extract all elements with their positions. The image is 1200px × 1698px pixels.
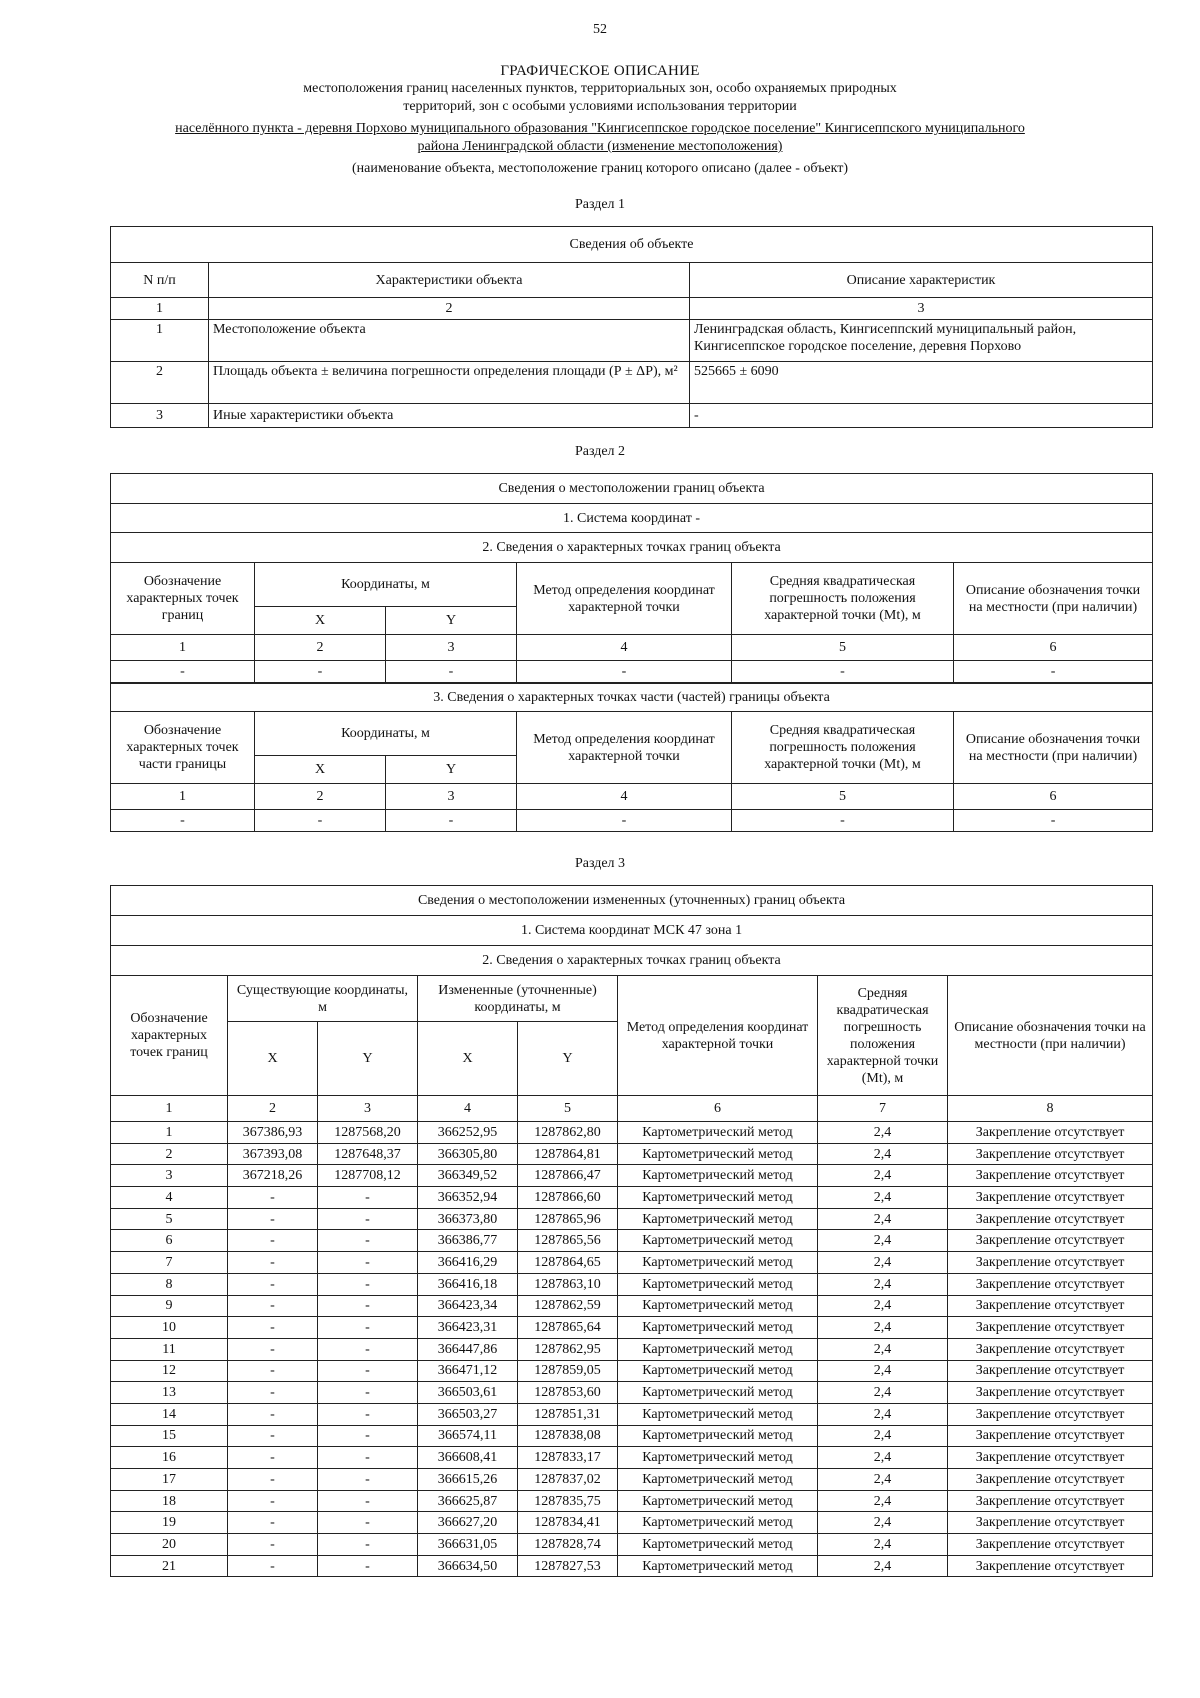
point-description: Закрепление отсутствует xyxy=(948,1273,1153,1295)
changed-x: 366634,50 xyxy=(418,1555,518,1577)
error: 2,4 xyxy=(818,1360,948,1382)
table-row xyxy=(111,1295,1153,1317)
col-header-error: Средняя квадратическая погрешность положения характерной точки (Mt), м xyxy=(732,563,954,635)
changed-y: 1287837,02 xyxy=(518,1469,618,1491)
changed-y: 1287851,31 xyxy=(518,1403,618,1425)
table-row xyxy=(111,1360,1153,1382)
existing-x: - xyxy=(228,1469,318,1491)
section-2-table-title: Сведения о местоположении границ объекта xyxy=(111,474,1153,504)
existing-y: - xyxy=(318,1338,418,1360)
col-index: 4 xyxy=(517,635,732,661)
error: 2,4 xyxy=(818,1469,948,1491)
error: 2,4 xyxy=(818,1208,948,1230)
col-header-x: X xyxy=(418,1022,518,1096)
existing-x: - xyxy=(228,1338,318,1360)
boundary-points-rows xyxy=(111,1122,1153,1577)
col-header-points-part: Обозначение характерных точек части границы xyxy=(111,712,255,784)
method: Картометрический метод xyxy=(618,1555,818,1577)
row-characteristic: Площадь объекта ± величина погрешности определения площади (Р ± ΔР), м² xyxy=(209,362,690,404)
existing-y: 1287708,12 xyxy=(318,1165,418,1187)
existing-y: - xyxy=(318,1273,418,1295)
object-caption: (наименование объекта, местоположение границ которого описано (далее - объект) xyxy=(351,161,849,176)
existing-x: - xyxy=(228,1555,318,1577)
table-row xyxy=(111,1512,1153,1534)
table-row xyxy=(111,1252,1153,1274)
method: Картометрический метод xyxy=(618,1447,818,1469)
point-id: 15 xyxy=(111,1425,228,1447)
method: Картометрический метод xyxy=(618,1317,818,1339)
point-description: Закрепление отсутствует xyxy=(948,1512,1153,1534)
changed-y: 1287866,60 xyxy=(518,1187,618,1209)
section-1-table-title: Сведения об объекте xyxy=(111,227,1153,263)
point-id: 2 xyxy=(111,1143,228,1165)
empty-cell: - xyxy=(732,810,954,832)
point-description: Закрепление отсутствует xyxy=(948,1208,1153,1230)
table-row xyxy=(111,1382,1153,1404)
empty-cell: - xyxy=(386,810,517,832)
existing-x: - xyxy=(228,1273,318,1295)
existing-y: - xyxy=(318,1208,418,1230)
boundary-points-title: 2. Сведения о характерных точках границ объекта xyxy=(111,533,1153,563)
error: 2,4 xyxy=(818,1165,948,1187)
changed-x: 366349,52 xyxy=(418,1165,518,1187)
col-header-y: Y xyxy=(318,1022,418,1096)
empty-cell: - xyxy=(517,810,732,832)
point-description: Закрепление отсутствует xyxy=(948,1143,1153,1165)
point-description: Закрепление отсутствует xyxy=(948,1165,1153,1187)
point-description: Закрепление отсутствует xyxy=(948,1317,1153,1339)
existing-x: - xyxy=(228,1490,318,1512)
col-index: 1 xyxy=(111,784,255,810)
col-header-description: Описание характеристик xyxy=(690,263,1153,298)
col-index: 3 xyxy=(318,1096,418,1122)
col-header-coords: Координаты, м xyxy=(255,563,517,607)
row-description: Ленинградская область, Кингисеппский муниципальный район, Кингисеппское городское поселение, деревня Порхово xyxy=(690,320,1153,362)
changed-x: 366423,31 xyxy=(418,1317,518,1339)
error: 2,4 xyxy=(818,1273,948,1295)
existing-x: - xyxy=(228,1382,318,1404)
existing-x: 367218,26 xyxy=(228,1165,318,1187)
existing-y: - xyxy=(318,1187,418,1209)
document-header xyxy=(80,62,1120,178)
changed-x: 366574,11 xyxy=(418,1425,518,1447)
point-description: Закрепление отсутствует xyxy=(948,1469,1153,1491)
error: 2,4 xyxy=(818,1252,948,1274)
error: 2,4 xyxy=(818,1187,948,1209)
changed-x: 366416,29 xyxy=(418,1252,518,1274)
col-header-y: Y xyxy=(386,756,517,784)
changed-x: 366503,27 xyxy=(418,1403,518,1425)
table-row xyxy=(111,1447,1153,1469)
error: 2,4 xyxy=(818,1143,948,1165)
row-description: 525665 ± 6090 xyxy=(690,362,1153,404)
method: Картометрический метод xyxy=(618,1469,818,1491)
point-id: 9 xyxy=(111,1295,228,1317)
empty-cell: - xyxy=(954,810,1153,832)
point-description: Закрепление отсутствует xyxy=(948,1230,1153,1252)
row-num: 2 xyxy=(111,362,209,404)
point-id: 7 xyxy=(111,1252,228,1274)
method: Картометрический метод xyxy=(618,1252,818,1274)
col-header-x: X xyxy=(255,607,386,635)
section-3-title: Раздел 3 xyxy=(574,856,626,871)
changed-x: 366627,20 xyxy=(418,1512,518,1534)
existing-y: - xyxy=(318,1317,418,1339)
coordinate-system: 1. Система координат МСК 47 зона 1 xyxy=(111,916,1153,946)
point-id: 8 xyxy=(111,1273,228,1295)
existing-x: - xyxy=(228,1360,318,1382)
method: Картометрический метод xyxy=(618,1230,818,1252)
table-row xyxy=(111,1338,1153,1360)
method: Картометрический метод xyxy=(618,1273,818,1295)
point-id: 19 xyxy=(111,1512,228,1534)
existing-x: - xyxy=(228,1317,318,1339)
point-description: Закрепление отсутствует xyxy=(948,1295,1153,1317)
point-id: 13 xyxy=(111,1382,228,1404)
changed-x: 366416,18 xyxy=(418,1273,518,1295)
empty-cell: - xyxy=(386,661,517,683)
existing-y: - xyxy=(318,1252,418,1274)
object-name-line-1: населённого пункта - деревня Порхово муниципального образования "Кингисеппское городское поселение" Кингисеппского муниципального xyxy=(175,121,1025,136)
changed-y: 1287828,74 xyxy=(518,1534,618,1556)
existing-x: - xyxy=(228,1208,318,1230)
error: 2,4 xyxy=(818,1490,948,1512)
document-title: ГРАФИЧЕСКОЕ ОПИСАНИЕ xyxy=(500,63,700,79)
point-id: 11 xyxy=(111,1338,228,1360)
col-header-coords: Координаты, м xyxy=(255,712,517,756)
point-description: Закрепление отсутствует xyxy=(948,1447,1153,1469)
method: Картометрический метод xyxy=(618,1143,818,1165)
row-characteristic: Местоположение объекта xyxy=(209,320,690,362)
method: Картометрический метод xyxy=(618,1512,818,1534)
col-index: 3 xyxy=(386,784,517,810)
point-id: 16 xyxy=(111,1447,228,1469)
col-index: 5 xyxy=(518,1096,618,1122)
error: 2,4 xyxy=(818,1555,948,1577)
table-row xyxy=(111,1165,1153,1187)
table-row xyxy=(111,1403,1153,1425)
error: 2,4 xyxy=(818,1512,948,1534)
error: 2,4 xyxy=(818,1230,948,1252)
col-index: 2 xyxy=(228,1096,318,1122)
point-description: Закрепление отсутствует xyxy=(948,1338,1153,1360)
col-index: 8 xyxy=(948,1096,1153,1122)
existing-x: 367393,08 xyxy=(228,1143,318,1165)
existing-y: - xyxy=(318,1382,418,1404)
col-index: 7 xyxy=(818,1096,948,1122)
table-row xyxy=(111,661,1153,683)
existing-y: - xyxy=(318,1469,418,1491)
col-header-error: Средняя квадратическая погрешность положения характерной точки (Mt), м xyxy=(732,712,954,784)
changed-x: 366503,61 xyxy=(418,1382,518,1404)
method: Картометрический метод xyxy=(618,1425,818,1447)
changed-x: 366352,94 xyxy=(418,1187,518,1209)
col-index: 2 xyxy=(255,635,386,661)
table-row xyxy=(111,1122,1153,1144)
method: Картометрический метод xyxy=(618,1490,818,1512)
table-row xyxy=(111,320,1153,362)
point-description: Закрепление отсутствует xyxy=(948,1187,1153,1209)
point-id: 17 xyxy=(111,1469,228,1491)
existing-x: 367386,93 xyxy=(228,1122,318,1144)
section-2-title: Раздел 2 xyxy=(574,444,626,459)
point-description: Закрепление отсутствует xyxy=(948,1252,1153,1274)
changed-x: 366615,26 xyxy=(418,1469,518,1491)
error: 2,4 xyxy=(818,1382,948,1404)
changed-x: 366386,77 xyxy=(418,1230,518,1252)
changed-x: 366305,80 xyxy=(418,1143,518,1165)
error: 2,4 xyxy=(818,1295,948,1317)
changed-x: 366423,34 xyxy=(418,1295,518,1317)
title-line-2: местоположения границ населенных пунктов, территориальных зон, особо охраняемых природных xyxy=(303,81,897,96)
col-index: 5 xyxy=(732,635,954,661)
error: 2,4 xyxy=(818,1403,948,1425)
changed-y: 1287834,41 xyxy=(518,1512,618,1534)
col-index: 4 xyxy=(418,1096,518,1122)
col-header-characteristic: Характеристики объекта xyxy=(209,263,690,298)
col-index: 6 xyxy=(954,784,1153,810)
col-header-x: X xyxy=(255,756,386,784)
section-1-table xyxy=(110,226,1153,428)
changed-y: 1287862,95 xyxy=(518,1338,618,1360)
existing-x: - xyxy=(228,1403,318,1425)
point-description: Закрепление отсутствует xyxy=(948,1534,1153,1556)
existing-x: - xyxy=(228,1534,318,1556)
col-index: 1 xyxy=(111,298,209,320)
point-id: 21 xyxy=(111,1555,228,1577)
changed-y: 1287833,17 xyxy=(518,1447,618,1469)
point-id: 20 xyxy=(111,1534,228,1556)
point-description: Закрепление отсутствует xyxy=(948,1382,1153,1404)
col-header-error: Средняя квадратическая погрешность положения характерной точки (Mt), м xyxy=(818,976,948,1096)
changed-y: 1287838,08 xyxy=(518,1425,618,1447)
point-description: Закрепление отсутствует xyxy=(948,1425,1153,1447)
empty-cell: - xyxy=(111,810,255,832)
empty-cell: - xyxy=(255,810,386,832)
error: 2,4 xyxy=(818,1122,948,1144)
method: Картометрический метод xyxy=(618,1295,818,1317)
col-index: 6 xyxy=(954,635,1153,661)
col-index: 6 xyxy=(618,1096,818,1122)
method: Картометрический метод xyxy=(618,1187,818,1209)
point-id: 4 xyxy=(111,1187,228,1209)
point-id: 5 xyxy=(111,1208,228,1230)
changed-y: 1287865,56 xyxy=(518,1230,618,1252)
error: 2,4 xyxy=(818,1425,948,1447)
col-header-desc: Описание обозначения точки на местности (при наличии) xyxy=(954,563,1153,635)
method: Картометрический метод xyxy=(618,1338,818,1360)
existing-y: - xyxy=(318,1295,418,1317)
col-index: 3 xyxy=(690,298,1153,320)
method: Картометрический метод xyxy=(618,1360,818,1382)
method: Картометрический метод xyxy=(618,1403,818,1425)
empty-cell: - xyxy=(517,661,732,683)
existing-y: - xyxy=(318,1534,418,1556)
existing-x: - xyxy=(228,1447,318,1469)
changed-x: 366373,80 xyxy=(418,1208,518,1230)
changed-y: 1287835,75 xyxy=(518,1490,618,1512)
existing-x: - xyxy=(228,1230,318,1252)
point-id: 14 xyxy=(111,1403,228,1425)
col-header-method: Метод определения координат характерной точки xyxy=(517,712,732,784)
changed-x: 366608,41 xyxy=(418,1447,518,1469)
changed-x: 366625,87 xyxy=(418,1490,518,1512)
changed-y: 1287864,65 xyxy=(518,1252,618,1274)
table-row xyxy=(111,362,1153,404)
title-line-3: территорий, зон с особыми условиями использования территории xyxy=(403,99,797,114)
changed-y: 1287859,05 xyxy=(518,1360,618,1382)
changed-y: 1287865,96 xyxy=(518,1208,618,1230)
error: 2,4 xyxy=(818,1447,948,1469)
row-num: 3 xyxy=(111,404,209,428)
col-header-method: Метод определения координат характерной точки xyxy=(618,976,818,1096)
point-id: 1 xyxy=(111,1122,228,1144)
table-row xyxy=(111,1273,1153,1295)
row-characteristic: Иные характеристики объекта xyxy=(209,404,690,428)
col-header-desc: Описание обозначения точки на местности (при наличии) xyxy=(954,712,1153,784)
table-row xyxy=(111,1534,1153,1556)
changed-y: 1287853,60 xyxy=(518,1382,618,1404)
col-header-num: N п/п xyxy=(111,263,209,298)
existing-y: - xyxy=(318,1490,418,1512)
empty-cell: - xyxy=(255,661,386,683)
section-3-table-title: Сведения о местоположении измененных (уточненных) границ объекта xyxy=(111,886,1153,916)
table-row xyxy=(111,1208,1153,1230)
error: 2,4 xyxy=(818,1317,948,1339)
col-header-method: Метод определения координат характерной точки xyxy=(517,563,732,635)
point-id: 18 xyxy=(111,1490,228,1512)
existing-y: 1287648,37 xyxy=(318,1143,418,1165)
changed-y: 1287866,47 xyxy=(518,1165,618,1187)
empty-cell: - xyxy=(111,661,255,683)
col-index: 2 xyxy=(209,298,690,320)
existing-y: - xyxy=(318,1360,418,1382)
existing-x: - xyxy=(228,1295,318,1317)
col-header-desc: Описание обозначения точки на местности (при наличии) xyxy=(948,976,1153,1096)
existing-y: - xyxy=(318,1230,418,1252)
point-id: 10 xyxy=(111,1317,228,1339)
table-row xyxy=(111,1317,1153,1339)
col-index: 2 xyxy=(255,784,386,810)
col-index: 3 xyxy=(386,635,517,661)
col-header-changed: Измененные (уточненные) координаты, м xyxy=(418,976,618,1022)
method: Картометрический метод xyxy=(618,1208,818,1230)
table-row xyxy=(111,1490,1153,1512)
changed-y: 1287863,10 xyxy=(518,1273,618,1295)
section-2-table xyxy=(110,473,1153,832)
empty-cell: - xyxy=(732,661,954,683)
point-id: 6 xyxy=(111,1230,228,1252)
method: Картометрический метод xyxy=(618,1122,818,1144)
col-header-existing: Существующие координаты, м xyxy=(228,976,418,1022)
row-description: - xyxy=(690,404,1153,428)
col-index: 1 xyxy=(111,635,255,661)
table-row xyxy=(111,1143,1153,1165)
col-header-points: Обозначение характерных точек границ xyxy=(111,976,228,1096)
table-row xyxy=(111,1230,1153,1252)
col-header-x: X xyxy=(228,1022,318,1096)
changed-y: 1287862,59 xyxy=(518,1295,618,1317)
point-id: 12 xyxy=(111,1360,228,1382)
error: 2,4 xyxy=(818,1338,948,1360)
changed-y: 1287864,81 xyxy=(518,1143,618,1165)
method: Картометрический метод xyxy=(618,1382,818,1404)
col-index: 1 xyxy=(111,1096,228,1122)
existing-x: - xyxy=(228,1187,318,1209)
empty-cell: - xyxy=(954,661,1153,683)
existing-x: - xyxy=(228,1512,318,1534)
existing-x: - xyxy=(228,1252,318,1274)
table-row xyxy=(111,404,1153,428)
point-description: Закрепление отсутствует xyxy=(948,1555,1153,1577)
error: 2,4 xyxy=(818,1534,948,1556)
existing-x: - xyxy=(228,1425,318,1447)
table-row xyxy=(111,810,1153,832)
changed-x: 366252,95 xyxy=(418,1122,518,1144)
changed-x: 366471,12 xyxy=(418,1360,518,1382)
row-num: 1 xyxy=(111,320,209,362)
point-description: Закрепление отсутствует xyxy=(948,1490,1153,1512)
col-header-y: Y xyxy=(386,607,517,635)
boundary-points-title: 2. Сведения о характерных точках границ объекта xyxy=(111,946,1153,976)
changed-x: 366631,05 xyxy=(418,1534,518,1556)
method: Картометрический метод xyxy=(618,1534,818,1556)
col-header-points: Обозначение характерных точек границ xyxy=(111,563,255,635)
existing-y: - xyxy=(318,1512,418,1534)
method: Картометрический метод xyxy=(618,1165,818,1187)
section-3-table xyxy=(110,885,1153,1577)
existing-y: - xyxy=(318,1425,418,1447)
changed-x: 366447,86 xyxy=(418,1338,518,1360)
point-description: Закрепление отсутствует xyxy=(948,1360,1153,1382)
page-number: 52 xyxy=(593,22,607,37)
existing-y: - xyxy=(318,1403,418,1425)
col-index: 4 xyxy=(517,784,732,810)
point-description: Закрепление отсутствует xyxy=(948,1403,1153,1425)
existing-y: 1287568,20 xyxy=(318,1122,418,1144)
part-points-title: 3. Сведения о характерных точках части (частей) границы объекта xyxy=(111,683,1153,712)
existing-y: - xyxy=(318,1555,418,1577)
changed-y: 1287865,64 xyxy=(518,1317,618,1339)
changed-y: 1287862,80 xyxy=(518,1122,618,1144)
index-row xyxy=(111,1096,1153,1122)
point-id: 3 xyxy=(111,1165,228,1187)
section-1-title: Раздел 1 xyxy=(574,197,626,212)
existing-y: - xyxy=(318,1447,418,1469)
col-header-y: Y xyxy=(518,1022,618,1096)
point-description: Закрепление отсутствует xyxy=(948,1122,1153,1144)
col-index: 5 xyxy=(732,784,954,810)
changed-y: 1287827,53 xyxy=(518,1555,618,1577)
table-row xyxy=(111,1425,1153,1447)
table-row xyxy=(111,1469,1153,1491)
table-row xyxy=(111,1187,1153,1209)
coordinate-system: 1. Система координат - xyxy=(111,504,1153,533)
table-row xyxy=(111,1555,1153,1577)
object-name-line-2: района Ленинградской области (изменение местоположения) xyxy=(417,139,783,154)
